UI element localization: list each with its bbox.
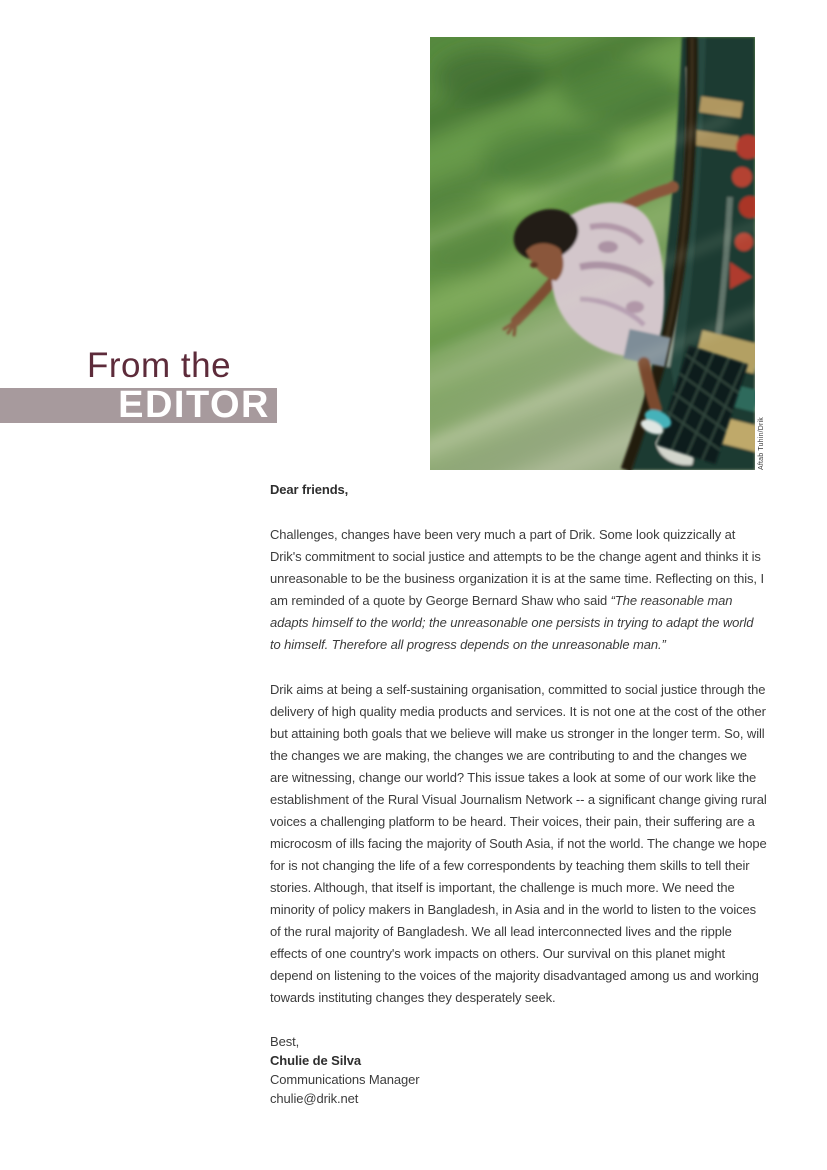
signature-block (270, 1032, 767, 1108)
signature-role: Communications Manager (270, 1072, 420, 1087)
paragraph-1 (270, 524, 767, 656)
photo-credit: Aftab Tuhin/Drik (758, 417, 765, 470)
signature-name: Chulie de Silva (270, 1053, 361, 1068)
paragraph-1-intro: Challenges, changes have been very much a part of Drik. Some look quizzically at Drik's commitment to social justice and attempts to be the change agent and thinks it is unreasonable to be the business organization it is at the same time. Reflecting on this, I am reminded of a quote by George Bernard Shaw who said (270, 527, 764, 608)
salutation: Dear friends, (270, 482, 349, 497)
editorial-photo (430, 37, 755, 470)
shaw-quote: “The reasonable man adapts himself to the world; the unreasonable one persists in trying to adapt the world to himself. Therefore all progress depends on the unreasonable man.” (270, 593, 754, 652)
section-kicker: From the (87, 346, 232, 385)
paragraph-2: Drik aims at being a self-sustaining organisation, committed to social justice through the delivery of high quality media products and services. It is not one at the cost of the other but attaining both goals that we believe will make us stronger in the longer term. So, will the changes we are making, the changes we are contributing to and the changes we are witnessing, change our world? This issue takes a look at some of our work like the establishment of the Rural Visual Journalism Network -- a significant change giving rural voices a challenging platform to be heard. Their voices, their pain, their suffering are a microcosm of ills facing the majority of South Asia, if not the world. The change we hope for is not changing the life of a few correspondents by teaching them skills to tell their stories. Although, that itself is important, the challenge is much more. We need the minority of policy makers in Bangladesh, in Asia and in the world to listen to the voices of the rural majority of Bangladesh. We all lead interconnected lives and the ripple effects of one country's work impacts on others. Our survival on this planet might depend on listening to the voices of the majority disadvantaged among us and working towards instituting changes they desperately seek. (270, 682, 767, 1005)
closing: Best, (270, 1034, 300, 1049)
editor-letter (270, 479, 767, 1108)
section-title: EDITOR (118, 384, 270, 426)
editor-title-bar (0, 384, 277, 426)
signature-email: chulie@drik.net (270, 1091, 359, 1106)
train-girl-photo-illustration (430, 37, 755, 470)
